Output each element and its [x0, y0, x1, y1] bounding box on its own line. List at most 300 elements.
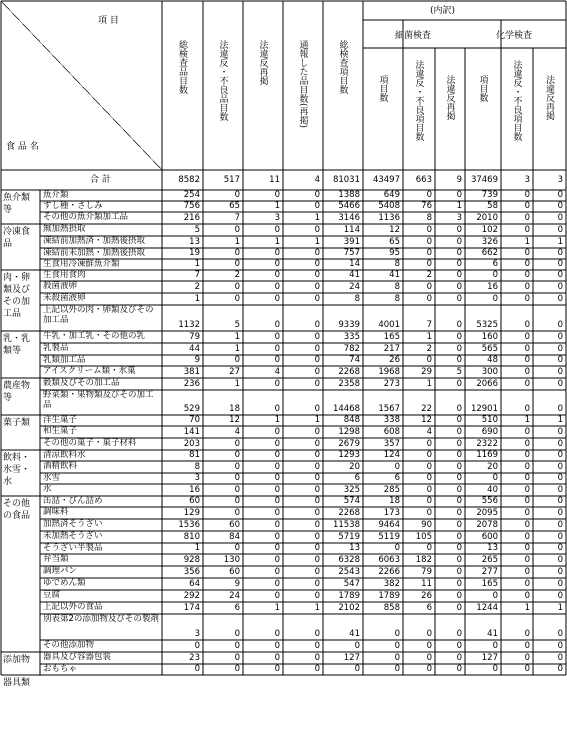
food-name: アイスクリーム類・氷菓	[43, 366, 136, 376]
cell-value: 0	[274, 270, 280, 280]
cell-value: 0	[524, 543, 530, 553]
cell-value: 2358	[338, 379, 360, 389]
cell-value: 0	[274, 555, 280, 565]
cell-value: 0	[274, 248, 280, 258]
cell-value: 0	[274, 641, 280, 651]
total-value: 4	[314, 175, 320, 185]
cell-value: 265	[481, 555, 498, 565]
cell-value: 0	[426, 629, 432, 639]
cell-value: 0	[524, 355, 530, 365]
cell-value: 756	[183, 201, 200, 211]
cell-value: 0	[524, 404, 530, 414]
cell-value: 1	[426, 379, 432, 389]
cell-value: 0	[234, 355, 240, 365]
cell-value: 141	[183, 427, 200, 437]
cell-value: 0	[426, 485, 432, 495]
cell-value: 556	[481, 496, 498, 506]
cell-value: 382	[383, 579, 400, 589]
cell-value: 335	[343, 332, 360, 342]
header-uchiwake: (内訳)	[430, 6, 456, 16]
cell-value: 0	[456, 462, 462, 472]
cell-value: 0	[456, 259, 462, 269]
cell-value: 0	[557, 344, 563, 354]
cell-value: 1	[274, 415, 280, 425]
food-name: 未加熱そうざい	[43, 531, 103, 541]
cell-value: 285	[383, 485, 400, 495]
cell-value: 41	[349, 270, 360, 280]
cell-value: 0	[426, 225, 432, 235]
cell-value: 8	[394, 259, 400, 269]
total-label: 合 計	[90, 175, 111, 185]
food-name: 氷雪	[43, 473, 61, 483]
cell-value: 2102	[338, 603, 360, 613]
cell-value: 574	[343, 496, 360, 506]
food-name: 缶詰・びん詰め	[43, 496, 103, 506]
cell-value: 0	[524, 332, 530, 342]
cell-value: 0	[557, 248, 563, 258]
cell-value: 114	[343, 225, 360, 235]
cell-value: 0	[557, 462, 563, 472]
cell-value: 0	[274, 508, 280, 518]
cell-value: 0	[524, 496, 530, 506]
cell-value: 8	[354, 294, 360, 304]
cell-value: 0	[557, 629, 563, 639]
cell-value: 928	[183, 555, 200, 565]
cell-value: 41	[389, 270, 400, 280]
food-name: 未殺菌液卵	[43, 293, 86, 303]
cell-value: 325	[343, 485, 360, 495]
cell-value: 277	[481, 567, 498, 577]
cell-value: 690	[481, 427, 498, 437]
cell-value: 0	[524, 473, 530, 483]
cell-value: 6	[394, 473, 400, 483]
cell-value: 6	[354, 473, 360, 483]
cell-value: 0	[456, 603, 462, 613]
cell-value: 13	[189, 237, 200, 247]
cell-value: 0	[456, 508, 462, 518]
cell-value: 0	[426, 355, 432, 365]
food-name: おもちゃ	[43, 664, 78, 674]
cell-value: 0	[314, 579, 320, 589]
cell-value: 0	[557, 201, 563, 211]
cell-value: 1	[194, 259, 200, 269]
cell-value: 1	[524, 603, 530, 613]
cell-value: 0	[234, 543, 240, 553]
cell-value: 0	[492, 294, 498, 304]
cell-value: 0	[456, 379, 462, 389]
cell-value: 6	[426, 603, 432, 613]
food-name: 凍結前加熱済・加熱後摂取	[43, 236, 146, 246]
cell-value: 0	[492, 473, 498, 483]
cell-value: 0	[557, 282, 563, 292]
cell-value: 858	[383, 603, 400, 613]
total-value: 37469	[470, 175, 498, 185]
food-name: 生食用食肉	[43, 270, 86, 280]
header-col-3: 法違反再掲	[257, 40, 268, 85]
header-food-label: 食 品 名	[6, 142, 39, 152]
cell-value: 0	[524, 320, 530, 330]
cell-value: 0	[456, 450, 462, 460]
cell-value: 0	[456, 190, 462, 200]
cell-value: 1	[194, 543, 200, 553]
header-col-4: 通報した品目数(再掲)	[297, 40, 308, 129]
cell-value: 3	[274, 213, 280, 223]
cell-value: 0	[314, 629, 320, 639]
cell-value: 0	[314, 653, 320, 663]
cell-value: 8	[394, 294, 400, 304]
cell-value: 130	[223, 555, 240, 565]
category-label: 添加物	[3, 655, 31, 665]
cell-value: 1567	[378, 404, 400, 414]
cell-value: 0	[274, 664, 280, 674]
cell-value: 9339	[338, 320, 360, 330]
category-label: 農産物等	[3, 381, 31, 403]
cell-value: 1	[557, 415, 563, 425]
cell-value: 0	[274, 653, 280, 663]
cell-value: 0	[314, 367, 320, 377]
cell-value: 0	[557, 367, 563, 377]
cell-value: 0	[314, 641, 320, 651]
cell-value: 79	[189, 332, 200, 342]
cell-value: 0	[524, 213, 530, 223]
cell-value: 0	[524, 259, 530, 269]
cell-value: 0	[456, 355, 462, 365]
cell-value: 0	[314, 270, 320, 280]
cell-value: 0	[234, 190, 240, 200]
header-col-2: 法違反・不良品目数	[217, 40, 228, 121]
cell-value: 0	[274, 355, 280, 365]
cell-value: 2266	[378, 567, 400, 577]
cell-value: 84	[229, 532, 240, 542]
cell-value: 0	[274, 579, 280, 589]
cell-value: 0	[274, 282, 280, 292]
cell-value: 9	[194, 355, 200, 365]
cell-value: 0	[524, 439, 530, 449]
category-label: 冷凍食品	[3, 227, 31, 249]
cell-value: 160	[481, 332, 498, 342]
cell-value: 65	[389, 237, 400, 247]
cell-value: 0	[426, 248, 432, 258]
cell-value: 0	[456, 282, 462, 292]
cell-value: 0	[234, 282, 240, 292]
category-label: その他の食品	[3, 499, 31, 521]
cell-value: 24	[229, 591, 240, 601]
food-name: 凍結前未加熱・加熱後摂取	[43, 248, 146, 258]
total-value: 3	[557, 175, 563, 185]
cell-value: 129	[183, 508, 200, 518]
cell-value: 0	[234, 653, 240, 663]
cell-value: 0	[234, 508, 240, 518]
cell-value: 0	[456, 555, 462, 565]
cell-value: 0	[426, 259, 432, 269]
cell-value: 0	[314, 344, 320, 354]
cell-value: 8	[426, 213, 432, 223]
cell-value: 0	[524, 629, 530, 639]
cell-value: 0	[557, 473, 563, 483]
cell-value: 2	[194, 282, 200, 292]
cell-value: 0	[456, 439, 462, 449]
cell-value: 1	[557, 603, 563, 613]
cell-value: 0	[456, 591, 462, 601]
food-name: 魚介類	[43, 190, 69, 200]
cell-value: 0	[524, 520, 530, 530]
food-name: 弁当類	[43, 554, 69, 564]
cell-value: 0	[426, 543, 432, 553]
food-name: そうざい半製品	[43, 543, 103, 553]
cell-value: 3146	[338, 213, 360, 223]
food-name: 上記以外の食品	[43, 602, 103, 612]
total-value: 663	[415, 175, 432, 185]
cell-value: 0	[274, 439, 280, 449]
cell-value: 7	[234, 213, 240, 223]
cell-value: 0	[456, 629, 462, 639]
cell-value: 0	[524, 270, 530, 280]
cell-value: 0	[314, 201, 320, 211]
cell-value: 0	[524, 248, 530, 258]
cell-value: 4	[426, 427, 432, 437]
cell-value: 0	[314, 294, 320, 304]
cell-value: 5408	[378, 201, 400, 211]
cell-value: 0	[274, 294, 280, 304]
cell-value: 0	[314, 591, 320, 601]
cell-value: 356	[183, 567, 200, 577]
cell-value: 5466	[338, 201, 360, 211]
cell-value: 0	[456, 415, 462, 425]
food-name: 上記以外の肉・卵類及びその加工品	[43, 305, 154, 325]
cell-value: 12901	[470, 404, 498, 414]
food-name: ゆでめん類	[43, 578, 86, 588]
cell-value: 0	[557, 555, 563, 565]
cell-value: 0	[524, 282, 530, 292]
cell-value: 0	[557, 259, 563, 269]
cell-value: 90	[421, 520, 432, 530]
cell-value: 60	[229, 520, 240, 530]
cell-value: 1	[456, 201, 462, 211]
cell-value: 0	[557, 270, 563, 280]
cell-value: 0	[456, 320, 462, 330]
cell-value: 1968	[378, 367, 400, 377]
cell-value: 0	[274, 259, 280, 269]
cell-value: 0	[426, 496, 432, 506]
cell-value: 0	[394, 543, 400, 553]
cell-value: 0	[456, 485, 462, 495]
cell-value: 0	[557, 427, 563, 437]
cell-value: 0	[314, 462, 320, 472]
cell-value: 0	[557, 320, 563, 330]
cell-value: 529	[183, 404, 200, 414]
cell-value: 0	[274, 404, 280, 414]
cell-value: 2010	[476, 213, 498, 223]
cell-value: 1	[314, 237, 320, 247]
cell-value: 95	[389, 248, 400, 258]
cell-value: 0	[492, 641, 498, 651]
cell-value: 1293	[338, 450, 360, 460]
cell-value: 0	[234, 450, 240, 460]
cell-value: 0	[274, 462, 280, 472]
cell-value: 0	[456, 496, 462, 506]
cell-value: 0	[557, 355, 563, 365]
cell-value: 0	[234, 485, 240, 495]
cell-value: 76	[421, 201, 432, 211]
cell-value: 1	[524, 237, 530, 247]
cell-value: 58	[487, 201, 498, 211]
cell-value: 1	[524, 415, 530, 425]
cell-value: 1789	[338, 591, 360, 601]
cell-value: 12	[421, 415, 432, 425]
cell-value: 27	[229, 367, 240, 377]
cell-value: 0	[524, 579, 530, 589]
cell-value: 848	[343, 415, 360, 425]
cell-value: 4	[274, 367, 280, 377]
cell-value: 13	[487, 543, 498, 553]
header-col-8: 法違反再掲	[444, 75, 455, 120]
cell-value: 547	[343, 579, 360, 589]
food-name: 洋生菓子	[43, 415, 78, 425]
food-name: 調味料	[43, 507, 69, 517]
cell-value: 292	[183, 591, 200, 601]
cell-value: 18	[229, 404, 240, 414]
cell-value: 0	[557, 450, 563, 460]
cell-value: 0	[426, 450, 432, 460]
cell-value: 0	[557, 190, 563, 200]
cell-value: 0	[492, 591, 498, 601]
cell-value: 0	[274, 344, 280, 354]
cell-value: 7	[426, 320, 432, 330]
cell-value: 0	[314, 485, 320, 495]
cell-value: 565	[481, 344, 498, 354]
cell-value: 0	[557, 520, 563, 530]
cell-value: 0	[314, 259, 320, 269]
cell-value: 0	[524, 201, 530, 211]
header-saikin-group: 細菌検査	[395, 31, 432, 41]
cell-value: 0	[557, 653, 563, 663]
header-col-7: 法違反・不良項目数	[413, 60, 424, 141]
cell-value: 0	[456, 579, 462, 589]
total-value: 3	[524, 175, 530, 185]
cell-value: 3	[456, 213, 462, 223]
header-col-5: 総検査項目数	[337, 40, 348, 94]
cell-value: 0	[354, 641, 360, 651]
cell-value: 127	[343, 653, 360, 663]
cell-value: 0	[426, 294, 432, 304]
cell-value: 0	[557, 641, 563, 651]
cell-value: 0	[314, 320, 320, 330]
cell-value: 1	[274, 201, 280, 211]
food-name: 酒精飲料	[43, 461, 78, 471]
cell-value: 7	[194, 270, 200, 280]
cell-value: 0	[456, 237, 462, 247]
cell-value: 9	[234, 579, 240, 589]
cell-value: 0	[492, 664, 498, 674]
food-name: その他の菓子・菓子材料	[43, 438, 137, 448]
cell-value: 216	[183, 213, 200, 223]
food-name: 殺菌液卵	[43, 281, 78, 291]
cell-value: 20	[487, 462, 498, 472]
cell-value: 0	[557, 225, 563, 235]
cell-value: 22	[421, 404, 432, 414]
cell-value: 0	[274, 520, 280, 530]
cell-value: 14	[349, 259, 360, 269]
cell-value: 649	[383, 190, 400, 200]
cell-value: 0	[314, 379, 320, 389]
cell-value: 0	[557, 439, 563, 449]
cell-value: 79	[421, 567, 432, 577]
food-name: 加熱済そうざい	[43, 519, 103, 529]
category-label: 乳・乳類等	[3, 334, 31, 356]
cell-value: 0	[314, 543, 320, 553]
cell-value: 0	[524, 294, 530, 304]
cell-value: 0	[524, 653, 530, 663]
category-label: 肉・卵類及びその加工品	[3, 273, 31, 319]
cell-value: 0	[274, 485, 280, 495]
cell-value: 0	[456, 520, 462, 530]
cell-value: 65	[229, 201, 240, 211]
cell-value: 381	[183, 367, 200, 377]
food-name: 生食用冷凍鮮魚介類	[43, 259, 120, 269]
cell-value: 5	[194, 225, 200, 235]
cell-value: 0	[234, 629, 240, 639]
cell-value: 782	[343, 344, 360, 354]
cell-value: 11538	[332, 520, 360, 530]
cell-value: 1	[234, 237, 240, 247]
cell-value: 0	[314, 404, 320, 414]
category-label: 器具類	[3, 678, 31, 688]
cell-value: 1136	[378, 213, 400, 223]
cell-value: 0	[274, 532, 280, 542]
cell-value: 0	[456, 404, 462, 414]
cell-value: 0	[314, 332, 320, 342]
cell-value: 0	[274, 427, 280, 437]
cell-value: 16	[487, 282, 498, 292]
food-name: 別表第2の添加物及びその製剤	[43, 614, 159, 624]
cell-value: 217	[383, 344, 400, 354]
cell-value: 203	[183, 439, 200, 449]
cell-value: 2078	[476, 520, 498, 530]
cell-value: 0	[274, 473, 280, 483]
food-name: 和生菓子	[43, 426, 78, 436]
cell-value: 0	[314, 567, 320, 577]
cell-value: 0	[234, 473, 240, 483]
cell-value: 0	[492, 270, 498, 280]
cell-value: 0	[557, 485, 563, 495]
food-name: 器具及び容器包装	[43, 652, 112, 662]
cell-value: 1	[194, 294, 200, 304]
cell-value: 182	[415, 555, 432, 565]
cell-value: 0	[314, 520, 320, 530]
cell-value: 0	[456, 248, 462, 258]
cell-value: 0	[524, 367, 530, 377]
cell-value: 0	[234, 225, 240, 235]
cell-value: 64	[189, 579, 200, 589]
food-name: 無加熱摂取	[43, 224, 86, 234]
food-name: 清涼飲料水	[43, 450, 86, 460]
cell-value: 8	[394, 282, 400, 292]
cell-value: 0	[274, 629, 280, 639]
cell-value: 0	[456, 641, 462, 651]
cell-value: 6063	[378, 555, 400, 565]
cell-value: 1388	[338, 190, 360, 200]
cell-value: 236	[183, 379, 200, 389]
cell-value: 0	[274, 543, 280, 553]
cell-value: 0	[557, 532, 563, 542]
cell-value: 0	[234, 439, 240, 449]
cell-value: 739	[481, 190, 498, 200]
cell-value: 74	[349, 355, 360, 365]
cell-value: 0	[524, 555, 530, 565]
cell-value: 0	[557, 508, 563, 518]
cell-value: 2543	[338, 567, 360, 577]
food-name: すし種・さしみ	[43, 201, 103, 211]
